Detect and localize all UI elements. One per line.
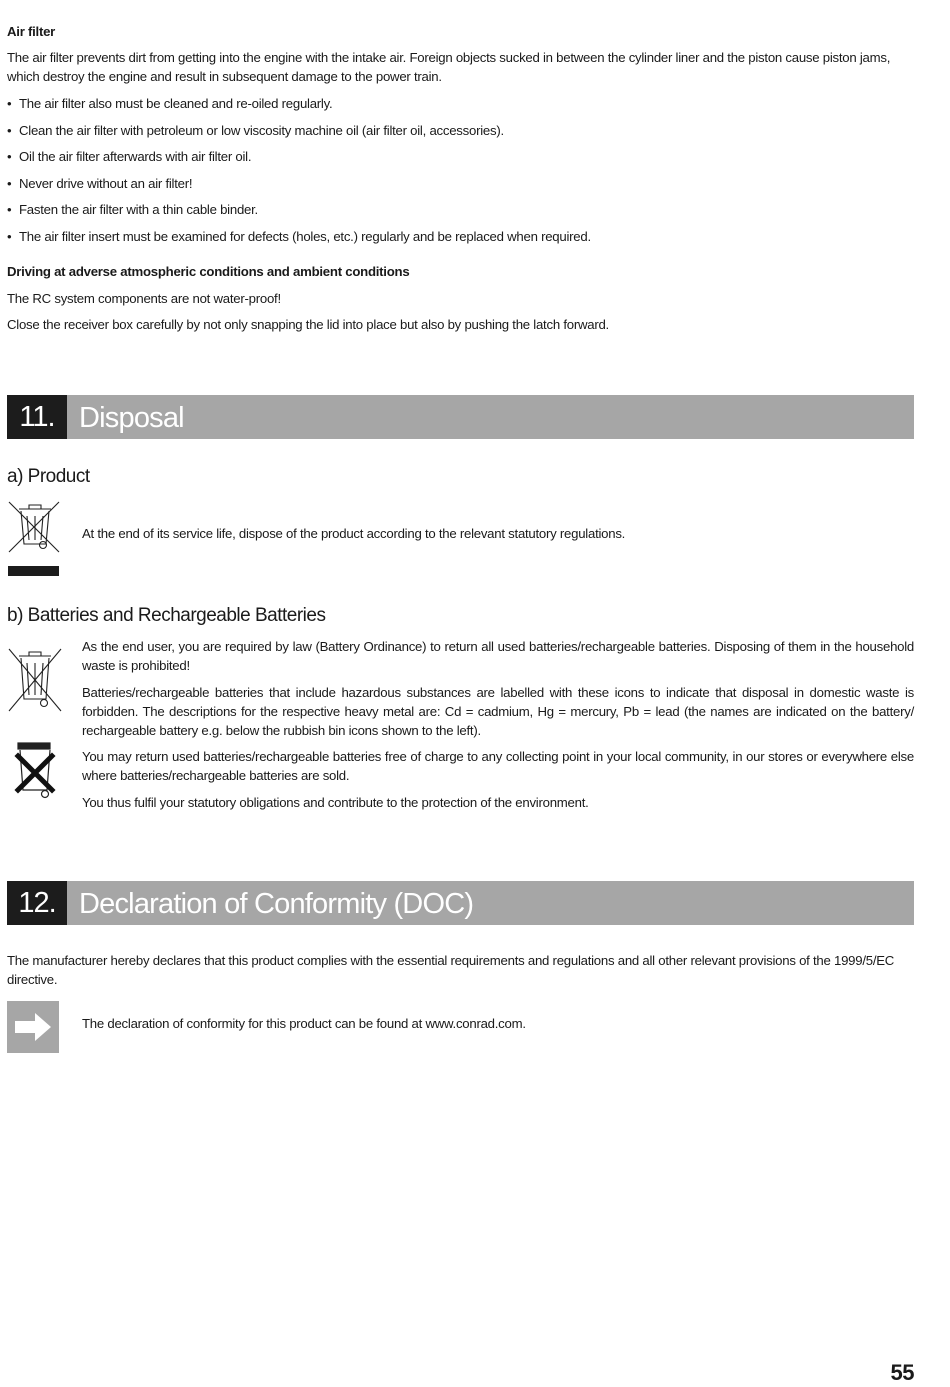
section-12-title: Declaration of Conformity (DOC) xyxy=(79,888,474,920)
bullet-symbol: • xyxy=(7,202,12,217)
product-disposal-text: At the end of its service life, dispose of the product according to the relevant statutory regulations. xyxy=(82,526,626,541)
adverse-line-2: Close the receiver box carefully by not only snapping the lid into place but also by pushing the latch forward. xyxy=(7,317,609,332)
batteries-paragraph-1: As the end user, you are required by law (Battery Ordinance) to return all used batteries/rechargeable batteries. Disposing of them in the household waste is prohibited! xyxy=(82,639,914,673)
batteries-subheading: b) Batteries and Rechargeable Batteries xyxy=(7,605,326,626)
bullet-symbol: • xyxy=(7,149,12,164)
bullet-symbol: • xyxy=(7,176,12,191)
batteries-paragraph-2: Batteries/rechargeable batteries that include hazardous substances are labelled with these icons to indicate that disposal in domestic waste is forbidden. The descriptions for the respective heavy metal are: Cd = cadmium, Hg = mercury, Pb = lead (the names are indicated on the battery/ rechargeable battery e.g. below the rubbish bin icons shown to the left). xyxy=(82,685,914,738)
arrow-right-icon xyxy=(7,1001,59,1053)
conformity-statement: The manufacturer hereby declares that this product complies with the essential requirements and regulations and all other relevant provisions of the 1999/5/EC directive. xyxy=(7,953,895,987)
section-12-header xyxy=(7,881,914,925)
batteries-paragraph-4: You thus fulfil your statutory obligations and contribute to the protection of the environment. xyxy=(82,795,589,810)
bullet-text: Fasten the air filter with a thin cable binder. xyxy=(19,202,258,217)
crossed-bin-bold-icon xyxy=(10,740,60,802)
page-number: 55 xyxy=(890,1360,914,1385)
air-filter-intro: The air filter prevents dirt from getting into the engine with the intake air. Foreign objects sucked in between the cylinder liner and the piston cause piston jams, which destroy the engine and result in subsequent damage to the power train. xyxy=(7,50,891,84)
bullet-text: Clean the air filter with petroleum or low viscosity machine oil (air filter oil, accessories). xyxy=(19,123,504,138)
adverse-line-1: The RC system components are not water-proof! xyxy=(7,291,281,306)
adverse-conditions-heading: Driving at adverse atmospheric conditions and ambient conditions xyxy=(7,264,410,279)
section-11-header xyxy=(7,395,914,439)
section-12-number: 12. xyxy=(7,881,67,925)
crossed-bin-icon xyxy=(7,500,61,578)
bullet-text: The air filter insert must be examined for defects (holes, etc.) regularly and be replaced when required. xyxy=(19,229,591,244)
crossed-bin-icon xyxy=(7,647,63,715)
bullet-symbol: • xyxy=(7,96,12,111)
conformity-note: The declaration of conformity for this product can be found at www.conrad.com. xyxy=(82,1016,526,1031)
bullet-text: Never drive without an air filter! xyxy=(19,176,193,191)
air-filter-heading: Air filter xyxy=(7,24,56,39)
bullet-text: Oil the air filter afterwards with air filter oil. xyxy=(19,149,252,164)
section-11-title: Disposal xyxy=(79,402,184,434)
batteries-paragraph-3: You may return used batteries/rechargeable batteries free of charge to any collecting point in your local community, in our stores or everywhere else where batteries/rechargeable batteries are sold. xyxy=(82,749,914,783)
section-11-number: 11. xyxy=(7,395,67,439)
bullet-symbol: • xyxy=(7,123,12,138)
bullet-symbol: • xyxy=(7,229,12,244)
bullet-text: The air filter also must be cleaned and re-oiled regularly. xyxy=(19,96,333,111)
product-subheading: a) Product xyxy=(7,466,90,487)
